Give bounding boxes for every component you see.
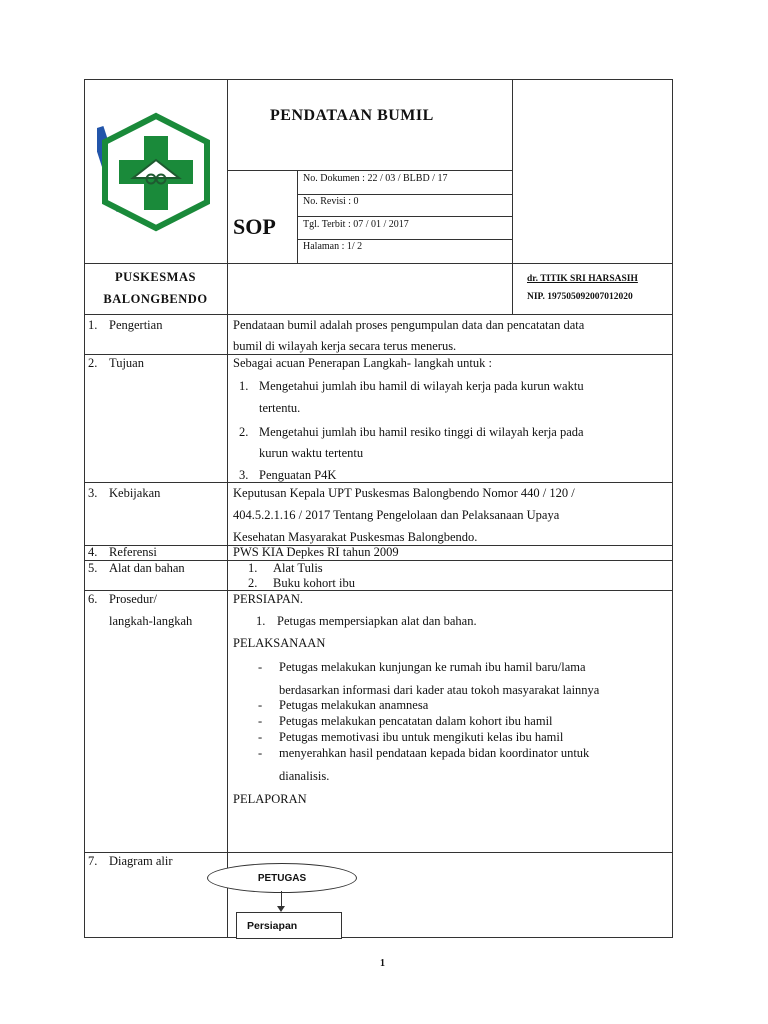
row-label-kebijakan: Kebijakan [109, 486, 161, 500]
revision-number: No. Revisi : 0 [303, 196, 359, 207]
row-number: 5. [88, 561, 98, 575]
kebijakan-text-line: Kesehatan Masyarakat Puskesmas Balongbendo. [233, 530, 478, 544]
list-number: 1. [239, 379, 249, 393]
list-number: 3. [239, 468, 249, 482]
row-line-7 [84, 852, 673, 853]
list-item: Petugas mempersiapkan alat dan bahan. [277, 614, 477, 628]
table-bottom-border [84, 937, 673, 938]
bullet-dash: - [258, 698, 263, 712]
bullet-dash: - [258, 660, 263, 674]
row-number: 1. [88, 318, 98, 332]
list-item: Mengetahui jumlah ibu hamil di wilayah kerja pada kurun waktu [259, 379, 584, 393]
row-label-alat: Alat dan bahan [109, 561, 185, 575]
org-name-line2: BALONGBENDO [103, 292, 208, 306]
doc-number: No. Dokumen : 22 / 03 / BLBD / 17 [303, 173, 448, 184]
flow-node-petugas [207, 863, 357, 893]
row-number: 6. [88, 592, 98, 606]
section-heading: PELAPORAN [233, 792, 307, 806]
row-line-3 [84, 482, 673, 483]
pengertian-text-line: bumil di wilayah kerja secara terus menerus. [233, 339, 457, 353]
kebijakan-text-line: 404.5.2.1.16 / 2017 Tentang Pengelolaan dan Pelaksanaan Upaya [233, 508, 560, 522]
list-item: Mengetahui jumlah ibu hamil resiko tinggi di wilayah kerja pada [259, 425, 584, 439]
signer-nip: NIP. 197505092007012020 [527, 292, 633, 302]
flow-node-persiapan [236, 912, 342, 939]
flow-node-label: Persiapan [247, 919, 298, 932]
pengertian-text-line: Pendataan bumil adalah proses pengumpulan data dan pencatatan data [233, 318, 585, 332]
sop-divider [297, 170, 298, 264]
signer-name: dr. TITIK SRI HARSASIH [527, 274, 638, 284]
org-name-line1: PUSKESMAS [115, 270, 196, 284]
page-count: Halaman : 1/ 2 [303, 241, 363, 252]
list-item: Penguatan P4K [259, 468, 337, 482]
list-number: 2. [248, 576, 258, 590]
list-item: Petugas melakukan kunjungan ke rumah ibu hamil baru/lama [279, 660, 586, 674]
list-item: Petugas memotivasi ibu untuk mengikuti kelas ibu hamil [279, 730, 564, 744]
row-line-1 [84, 314, 673, 315]
table-right-border [672, 79, 673, 938]
list-item: Buku kohort ibu [273, 576, 355, 590]
row-label-tujuan: Tujuan [109, 356, 144, 370]
column-divider [227, 79, 228, 938]
list-item-continuation: berdasarkan informasi dari kader atau tokoh masyarakat lainnya [279, 683, 600, 697]
list-item: Petugas melakukan pencatatan dalam kohort ibu hamil [279, 714, 553, 728]
list-number: 1. [248, 561, 258, 575]
meta-divider-1 [297, 194, 512, 195]
title-divider [227, 170, 512, 171]
kebijakan-text-line: Keputusan Kepala UPT Puskesmas Balongbendo Nomor 440 / 120 / [233, 486, 575, 500]
document-title: PENDATAAN BUMIL [270, 107, 434, 124]
sop-label: SOP [233, 214, 276, 239]
row-label-diagram: Diagram alir [109, 854, 173, 868]
list-item-continuation: kurun waktu tertentu [259, 446, 364, 460]
referensi-text: PWS KIA Depkes RI tahun 2009 [233, 545, 399, 559]
row-number: 4. [88, 545, 98, 559]
header-right-divider [512, 79, 513, 315]
puskesmas-logo [97, 110, 215, 232]
row-label-prosedur: Prosedur/ [109, 592, 157, 606]
row-number: 7. [88, 854, 98, 868]
list-item-continuation: dianalisis. [279, 769, 330, 783]
flow-node-label: PETUGAS [257, 872, 307, 884]
section-heading: PELAKSANAAN [233, 636, 326, 650]
bullet-dash: - [258, 714, 263, 728]
row-label-pengertian: Pengertian [109, 318, 163, 332]
page-number: 1 [380, 958, 385, 969]
table-left-border [84, 79, 85, 938]
list-item: Petugas melakukan anamnesa [279, 698, 429, 712]
row-number: 3. [88, 486, 98, 500]
row-label-prosedur-cont: langkah-langkah [109, 614, 193, 628]
list-number: 2. [239, 425, 249, 439]
table-top-border [84, 79, 673, 80]
bullet-dash: - [258, 746, 263, 760]
meta-divider-2 [297, 216, 512, 217]
row-line-2 [84, 354, 673, 355]
list-number: 1. [256, 614, 266, 628]
meta-divider-3 [297, 239, 512, 240]
section-heading: PERSIAPAN. [233, 592, 304, 606]
list-item-continuation: tertentu. [259, 401, 301, 415]
row-number: 2. [88, 356, 98, 370]
issue-date: Tgl. Terbit : 07 / 01 / 2017 [303, 219, 409, 230]
list-item: menyerahkan hasil pendataan kepada bidan koordinator untuk [279, 746, 590, 760]
row-line-6 [84, 590, 673, 591]
header-bottom-border [84, 263, 673, 264]
tujuan-intro: Sebagai acuan Penerapan Langkah- langkah untuk : [233, 356, 492, 370]
list-item: Alat Tulis [273, 561, 323, 575]
bullet-dash: - [258, 730, 263, 744]
row-label-referensi: Referensi [109, 545, 157, 559]
